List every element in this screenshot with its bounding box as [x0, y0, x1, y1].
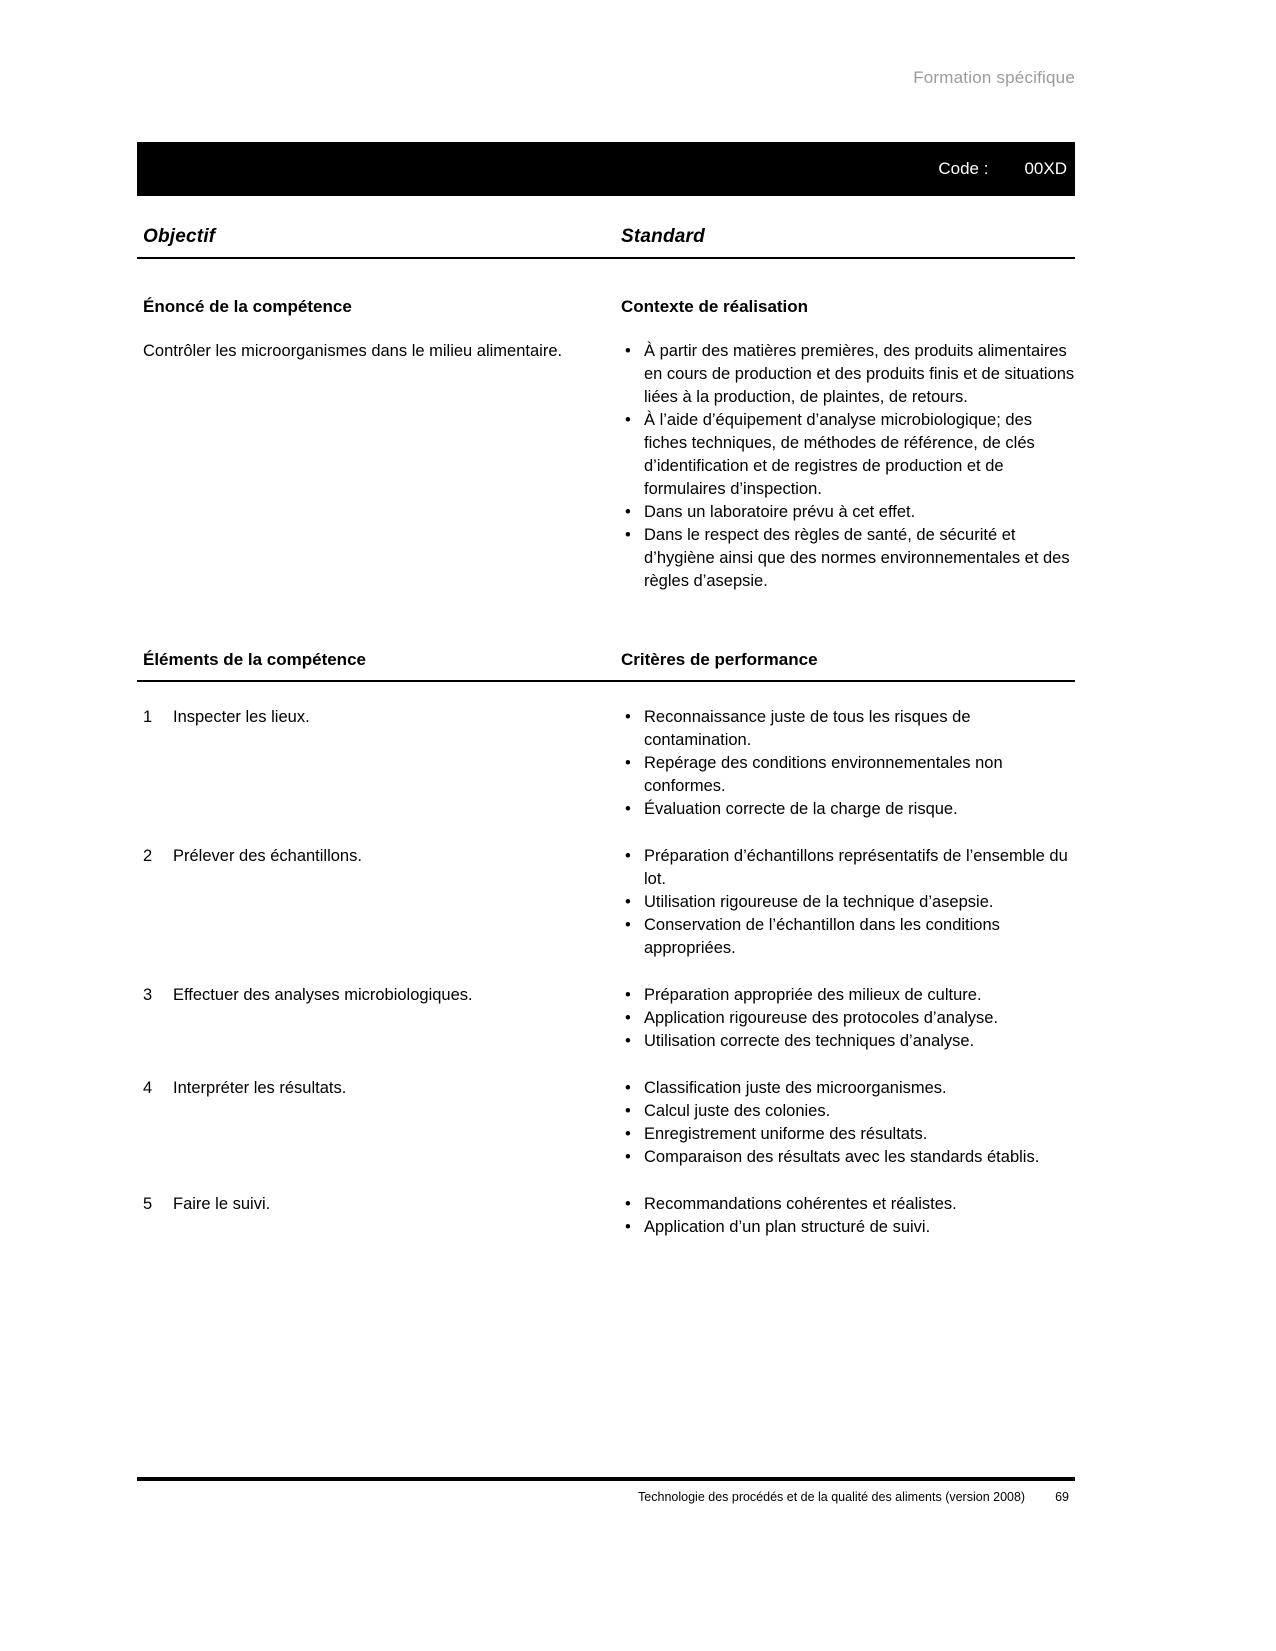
column-title-standard: Standard — [621, 226, 705, 247]
footer-rule — [137, 1477, 1075, 1481]
footer-text: Technologie des procédés et de la qualité des aliments (version 2008) — [638, 1490, 1026, 1504]
criterion-item: • Reconnaissance juste de tous les risques de contamination. — [621, 706, 1075, 752]
competence-context-section — [137, 297, 1075, 593]
code-value: 00XD — [1024, 159, 1067, 178]
elements-headings-row — [137, 650, 1075, 682]
criterion-item: • Évaluation correcte de la charge de risque. — [621, 798, 1075, 821]
bullet-item: • Dans un laboratoire prévu à cet effet. — [621, 501, 1075, 524]
criteria-heading: Critères de performance — [621, 650, 818, 669]
element-cell — [137, 706, 615, 821]
competence-statement: Contrôler les microorganismes dans le milieu alimentaire. — [143, 342, 563, 360]
criteria-list — [615, 845, 1075, 960]
context-bullet-list — [615, 340, 1075, 593]
element-row — [137, 706, 1075, 821]
criterion-item: • Utilisation rigoureuse de la technique d’asepsie. — [621, 891, 1075, 914]
element-cell — [137, 845, 615, 960]
code-label: Code : — [938, 159, 989, 178]
element-row — [137, 1193, 1075, 1239]
page-header-label: Formation spécifique — [913, 68, 1075, 87]
criterion-item: • Recommandations cohérentes et réalistes. — [621, 1193, 1075, 1216]
code-bar — [137, 142, 1075, 196]
element-number: 4 — [143, 1079, 153, 1097]
criteria-list — [615, 1077, 1075, 1169]
elements-heading: Éléments de la compétence — [143, 650, 366, 669]
criteria-list — [615, 1193, 1075, 1239]
element-cell — [137, 1077, 615, 1169]
criterion-item: • Calcul juste des colonies. — [621, 1100, 1075, 1123]
element-number: 3 — [143, 986, 153, 1004]
criterion-item: • Repérage des conditions environnementales non conformes. — [621, 752, 1075, 798]
element-number: 5 — [143, 1195, 153, 1213]
context-heading: Contexte de réalisation — [621, 297, 809, 316]
criterion-item: • Conservation de l’échantillon dans les conditions appropriées. — [621, 914, 1075, 960]
element-row — [137, 984, 1075, 1053]
criterion-item: • Comparaison des résultats avec les standards établis. — [621, 1146, 1075, 1169]
elements-criteria-section — [137, 650, 1075, 1239]
element-row — [137, 1077, 1075, 1169]
column-title-objectif: Objectif — [143, 226, 216, 247]
criterion-item: • Préparation appropriée des milieux de culture. — [621, 984, 1075, 1007]
bullet-item: • À l’aide d’équipement d’analyse microbiologique; des fiches techniques, de méthodes de référence, de clés d’identification et de registres de production et de formulaires d’inspection. — [621, 409, 1075, 501]
element-row — [137, 845, 1075, 960]
element-cell — [137, 1193, 615, 1239]
section-headings-row — [137, 297, 1075, 317]
criterion-item: • Utilisation correcte des techniques d’analyse. — [621, 1030, 1075, 1053]
element-number: 1 — [143, 708, 153, 726]
criterion-item: • Préparation d’échantillons représentatifs de l’ensemble du lot. — [621, 845, 1075, 891]
element-number: 2 — [143, 847, 153, 865]
criterion-item: • Classification juste des microorganismes. — [621, 1077, 1075, 1100]
footer-page-number: 69 — [1055, 1490, 1069, 1504]
criteria-list — [615, 984, 1075, 1053]
footer — [137, 1490, 1075, 1504]
competence-heading: Énoncé de la compétence — [143, 297, 352, 316]
criterion-item: • Application rigoureuse des protocoles d’analyse. — [621, 1007, 1075, 1030]
element-label: Faire le suivi. — [173, 1195, 271, 1213]
criterion-item: • Enregistrement uniforme des résultats. — [621, 1123, 1075, 1146]
element-cell — [137, 984, 615, 1053]
column-titles-row — [137, 226, 1075, 259]
criteria-list — [615, 706, 1075, 821]
section-body-row — [137, 340, 1075, 593]
element-label: Prélever des échantillons. — [173, 847, 362, 865]
element-label: Inspecter les lieux. — [173, 708, 310, 726]
criterion-item: • Application d’un plan structuré de suivi. — [621, 1216, 1075, 1239]
bullet-item: • Dans le respect des règles de santé, de sécurité et d’hygiène ainsi que des normes environnementales et des règles d’asepsie. — [621, 524, 1075, 593]
element-label: Effectuer des analyses microbiologiques. — [173, 986, 473, 1004]
element-label: Interpréter les résultats. — [173, 1079, 347, 1097]
bullet-item: • À partir des matières premières, des produits alimentaires en cours de production et des produits finis et de situations liées à la production, de plaintes, de retours. — [621, 340, 1075, 409]
